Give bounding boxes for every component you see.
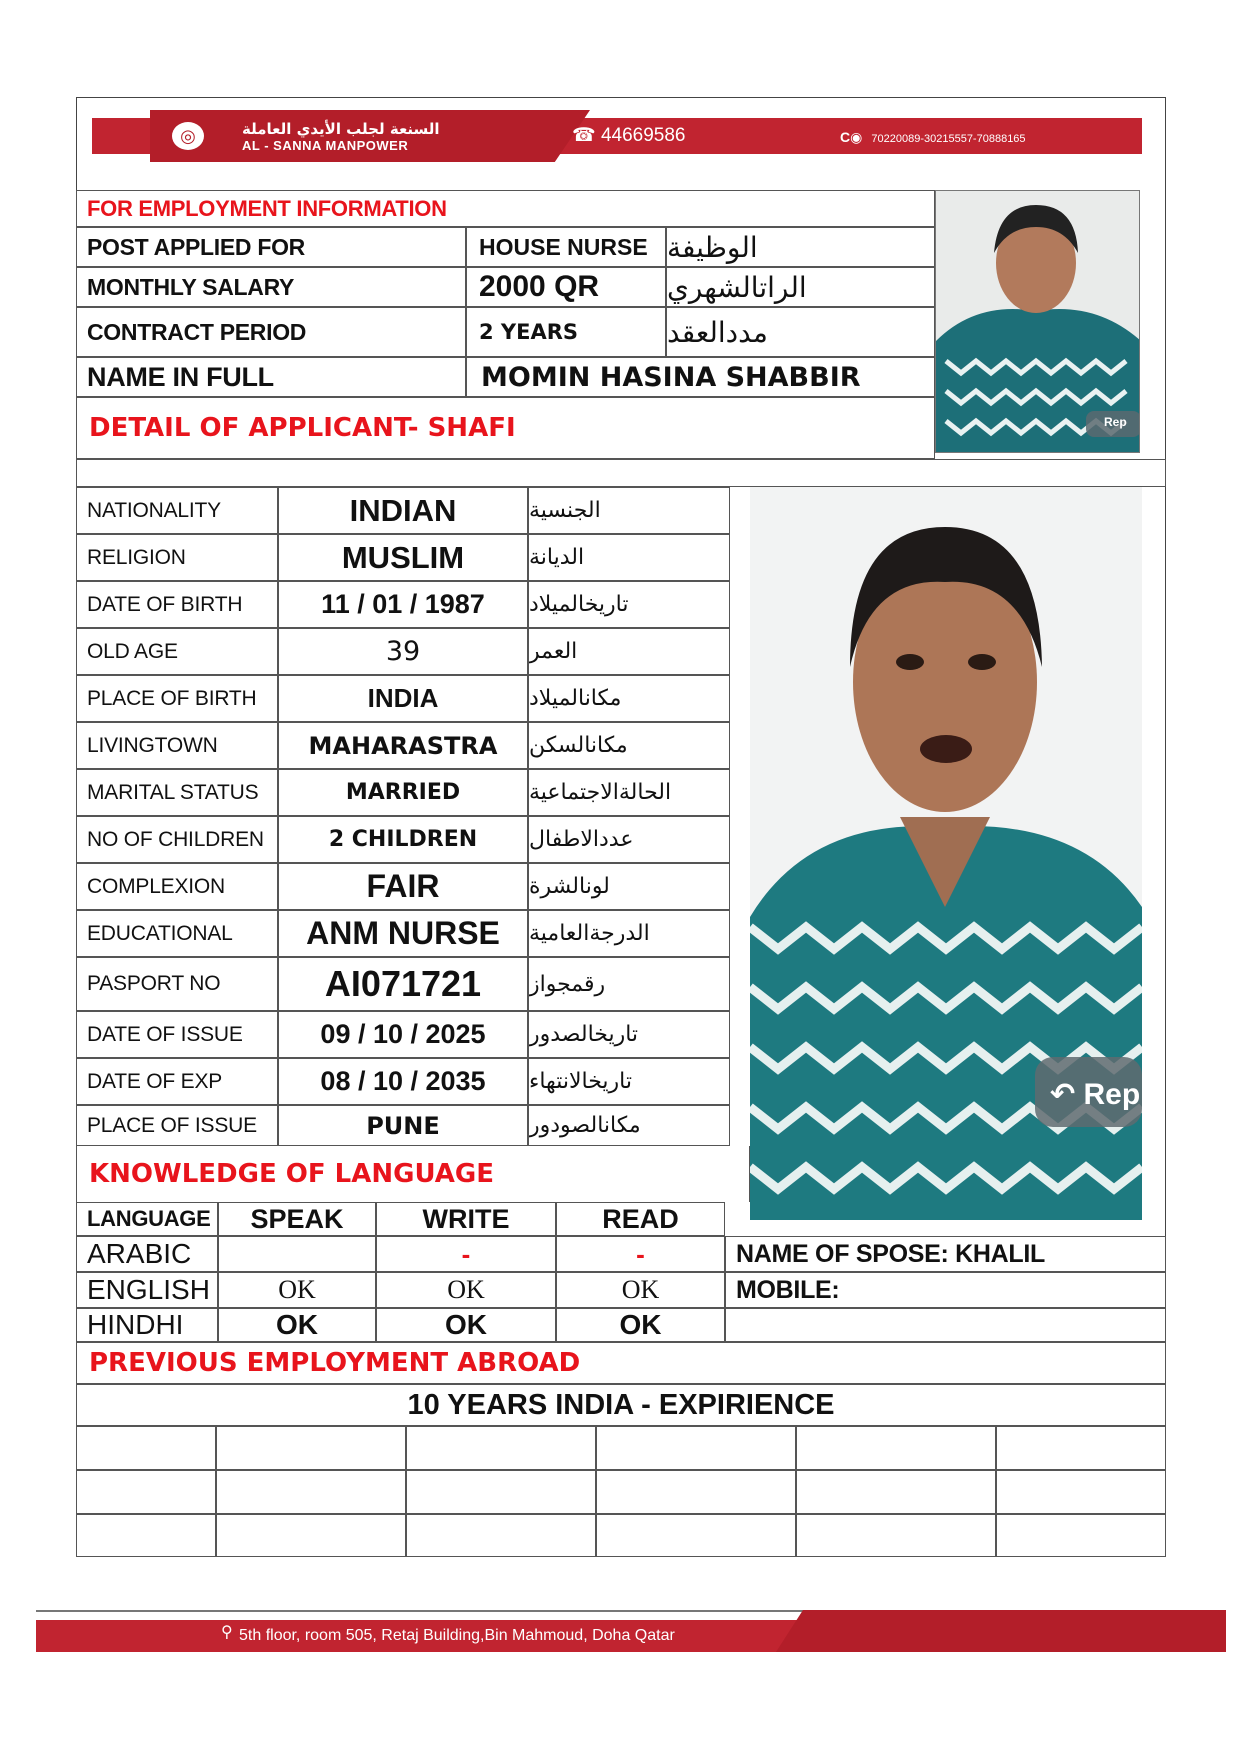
detail-row-arabic: مكانالصودور <box>528 1105 730 1146</box>
photo-small-badge: Rep <box>1104 415 1127 429</box>
detail-row-value: 39 <box>278 628 528 675</box>
phone-icon: ☎ <box>572 125 596 146</box>
phone-number <box>572 124 686 147</box>
blank-grid-cell <box>796 1514 996 1557</box>
company-name-english: AL - SANNA MANPOWER <box>242 138 409 153</box>
detail-row-arabic: تاريخالميلاد <box>528 581 730 628</box>
detail-row-label: PLACE OF BIRTH <box>76 675 278 722</box>
detail-row-arabic: الجنسية <box>528 487 730 534</box>
blank-grid-cell <box>406 1470 596 1514</box>
language-cell: OK <box>556 1308 725 1342</box>
language-cell <box>218 1236 376 1272</box>
detail-row-arabic: تاريخالصدور <box>528 1011 730 1058</box>
blank-grid-cell <box>406 1426 596 1470</box>
language-header-cell: WRITE <box>376 1202 556 1236</box>
detail-row-label: DATE OF BIRTH <box>76 581 278 628</box>
detail-row-value: MUSLIM <box>278 534 528 581</box>
full-name-value: MOMIN HASINA SHABBIR <box>466 357 935 397</box>
previous-employment-summary: 10 YEARS INDIA - EXPIRIENCE <box>76 1384 1166 1426</box>
detail-row-label: PASPORT NO <box>76 957 278 1011</box>
full-name-label: NAME IN FULL <box>76 357 466 397</box>
language-cell: OK <box>218 1308 376 1342</box>
detail-row-arabic: الحالةالاجتماعية <box>528 769 730 816</box>
blank-grid-cell <box>996 1514 1166 1557</box>
detail-row-arabic: رقمجواز <box>528 957 730 1011</box>
applicant-photo-small <box>935 190 1140 453</box>
blank-grid-cell <box>596 1470 796 1514</box>
language-cell: OK <box>376 1308 556 1342</box>
employment-row-arabic: مددالعقد <box>666 307 935 357</box>
spouse-mobile: MOBILE: <box>725 1272 1166 1308</box>
employment-row-arabic: الراتالشهري <box>666 267 935 307</box>
employment-row-value: 2000 QR <box>466 267 666 307</box>
employment-row-label: CONTRACT PERIOD <box>76 307 466 357</box>
employment-section-title: FOR EMPLOYMENT INFORMATION <box>76 190 935 227</box>
blank-grid-cell <box>796 1426 996 1470</box>
language-header-cell: SPEAK <box>218 1202 376 1236</box>
detail-row-label: COMPLEXION <box>76 863 278 910</box>
language-header-cell: LANGUAGE <box>76 1202 218 1236</box>
blank-grid-cell <box>406 1514 596 1557</box>
employment-row-label: MONTHLY SALARY <box>76 267 466 307</box>
applicant-detail-title: DETAIL OF APPLICANT- SHAFI <box>76 397 935 459</box>
language-section-title: KNOWLEDGE OF LANGUAGE <box>76 1146 750 1202</box>
language-cell: ENGLISH <box>76 1272 218 1308</box>
language-header-cell: READ <box>556 1202 725 1236</box>
footer-address: 5th floor, room 505, Retaj Building,Bin Mahmoud, Doha Qatar <box>239 1627 675 1644</box>
detail-row-label: RELIGION <box>76 534 278 581</box>
previous-employment-title: PREVIOUS EMPLOYMENT ABROAD <box>76 1342 1166 1384</box>
detail-row-label: PLACE OF ISSUE <box>76 1105 278 1146</box>
detail-row-label: NATIONALITY <box>76 487 278 534</box>
detail-row-label: MARITAL STATUS <box>76 769 278 816</box>
detail-row-value: MARRIED <box>278 769 528 816</box>
employment-row-value: HOUSE NURSE <box>466 227 666 267</box>
language-cell: OK <box>556 1272 725 1308</box>
company-logo-icon: ◎ <box>172 122 204 150</box>
detail-row-label: DATE OF ISSUE <box>76 1011 278 1058</box>
photo-large-badge <box>1050 1077 1140 1112</box>
detail-row-value: INDIA <box>278 675 528 722</box>
detail-row-arabic: الدرجةالعامية <box>528 910 730 957</box>
header-banner <box>92 110 1142 162</box>
language-cell: HINDHI <box>76 1308 218 1342</box>
applicant-photo-large <box>750 487 1142 1220</box>
detail-row-value: PUNE <box>278 1105 528 1146</box>
company-name-arabic: السنعة لجلب الأيدي العاملة <box>242 120 440 138</box>
applicant-photo-small-image <box>936 191 1140 453</box>
footer-bar <box>36 1610 1226 1652</box>
blank-grid-cell <box>76 1426 216 1470</box>
detail-row-arabic: مكانالسكن <box>528 722 730 769</box>
detail-row-value: 11 / 01 / 1987 <box>278 581 528 628</box>
detail-row-value: 09 / 10 / 2025 <box>278 1011 528 1058</box>
blank-grid-cell <box>76 1470 216 1514</box>
language-cell: ARABIC <box>76 1236 218 1272</box>
detail-row-label: EDUCATIONAL <box>76 910 278 957</box>
language-cell: OK <box>376 1272 556 1308</box>
detail-row-label: NO OF CHILDREN <box>76 816 278 863</box>
blank-grid-cell <box>996 1426 1166 1470</box>
detail-row-arabic: لونالشرة <box>528 863 730 910</box>
employment-row-value: 2 YEARS <box>466 307 666 357</box>
location-pin-icon: ⚲ <box>221 1624 233 1641</box>
mobile-numbers <box>840 129 1026 146</box>
phone-text: 44669586 <box>600 125 686 146</box>
photo-large-badge-text: Rep <box>1083 1078 1141 1111</box>
employment-row-arabic: الوظيفة <box>666 227 935 267</box>
reply-icon: ↶ <box>1050 1078 1076 1111</box>
spacer-row <box>76 459 1166 487</box>
detail-row-label: OLD AGE <box>76 628 278 675</box>
detail-row-value: 2 CHILDREN <box>278 816 528 863</box>
detail-row-arabic: عددالاطفال <box>528 816 730 863</box>
blank-grid-cell <box>596 1514 796 1557</box>
detail-row-value: ANM NURSE <box>278 910 528 957</box>
language-cell: - <box>556 1236 725 1272</box>
mobile-icon: C◉ <box>840 129 863 145</box>
detail-row-label: LIVINGTOWN <box>76 722 278 769</box>
spouse-name: NAME OF SPOSE: KHALIL <box>725 1236 1166 1272</box>
detail-row-arabic: العمر <box>528 628 730 675</box>
detail-row-arabic: مكانالميلاد <box>528 675 730 722</box>
mobile-text: 70220089-30215557-70888165 <box>871 133 1026 145</box>
blank-grid-cell <box>796 1470 996 1514</box>
blank-grid-cell <box>216 1426 406 1470</box>
detail-row-label: DATE OF EXP <box>76 1058 278 1105</box>
detail-row-value: 08 / 10 / 2035 <box>278 1058 528 1105</box>
language-cell: - <box>376 1236 556 1272</box>
spouse-blank-row <box>725 1308 1166 1342</box>
detail-row-value: MAHARASTRA <box>278 722 528 769</box>
detail-row-arabic: تاريخالانتهاء <box>528 1058 730 1105</box>
employment-row-label: POST APPLIED FOR <box>76 227 466 267</box>
blank-grid-cell <box>216 1470 406 1514</box>
blank-grid-cell <box>596 1426 796 1470</box>
detail-row-value: INDIAN <box>278 487 528 534</box>
detail-row-arabic: الديانة <box>528 534 730 581</box>
language-cell: OK <box>218 1272 376 1308</box>
blank-grid-cell <box>996 1470 1166 1514</box>
detail-row-value: AI071721 <box>278 957 528 1011</box>
detail-row-value: FAIR <box>278 863 528 910</box>
blank-grid-cell <box>76 1514 216 1557</box>
blank-grid-cell <box>216 1514 406 1557</box>
